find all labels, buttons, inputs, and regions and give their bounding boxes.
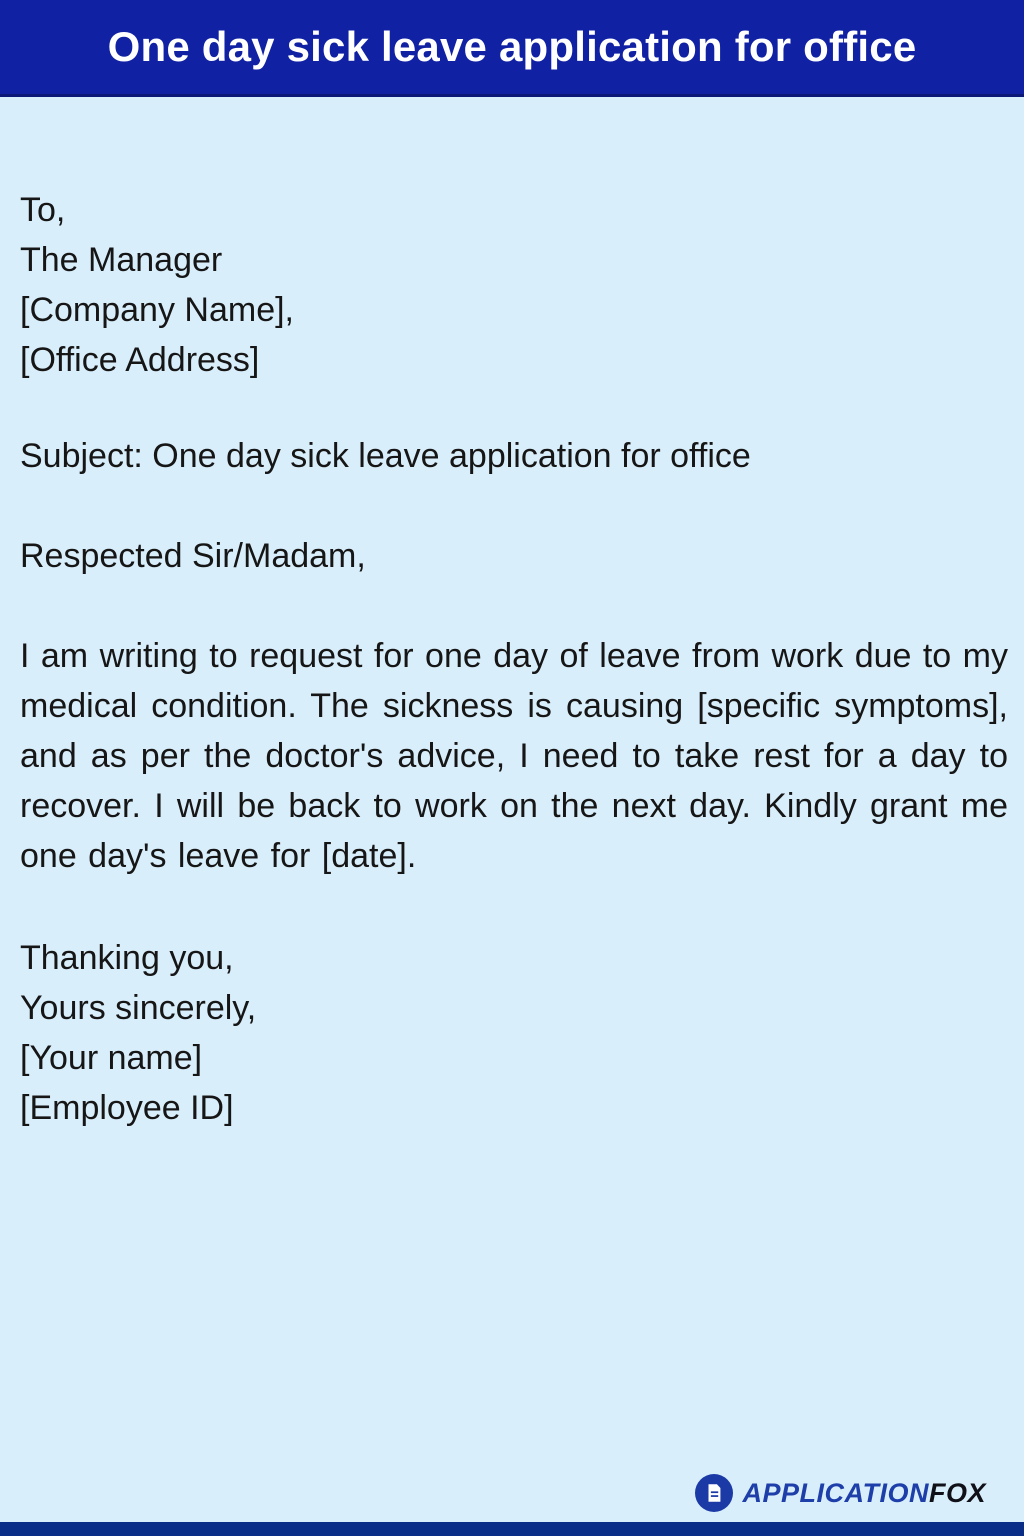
title-banner <box>0 0 1024 97</box>
closing-line: Thanking you, <box>20 939 234 977</box>
page-title: One day sick leave application for office <box>107 23 917 70</box>
brand-name-primary: APPLICATION <box>742 1477 929 1508</box>
recipient-line: The Manager <box>20 241 223 279</box>
closing-line: [Employee ID] <box>20 1089 234 1127</box>
recipient-line: To, <box>20 191 66 229</box>
subject-line: Subject: One day sick leave application for office <box>20 437 751 475</box>
brand-wordmark <box>742 1478 986 1509</box>
document-icon <box>695 1474 733 1512</box>
body-paragraph: I am writing to request for one day of leave from work due to my medical condition. The sickness is causing [specific symptoms], and as per the doctor's advice, I need to take rest for a day to recover. I will be back to work on the next day. Kindly grant me one day's leave for [date]. <box>20 637 1008 875</box>
recipient-block <box>20 185 1008 385</box>
letter-content <box>20 185 1008 1133</box>
recipient-line: [Company Name], <box>20 291 294 329</box>
recipient-line: [Office Address] <box>20 341 260 379</box>
closing-block <box>20 933 1008 1133</box>
brand-name-secondary: FOX <box>928 1477 986 1508</box>
salutation: Respected Sir/Madam, <box>20 537 366 575</box>
closing-line: [Your name] <box>20 1039 203 1077</box>
footer-bar <box>0 1522 1024 1536</box>
brand-logo <box>695 1474 986 1512</box>
closing-line: Yours sincerely, <box>20 989 257 1027</box>
